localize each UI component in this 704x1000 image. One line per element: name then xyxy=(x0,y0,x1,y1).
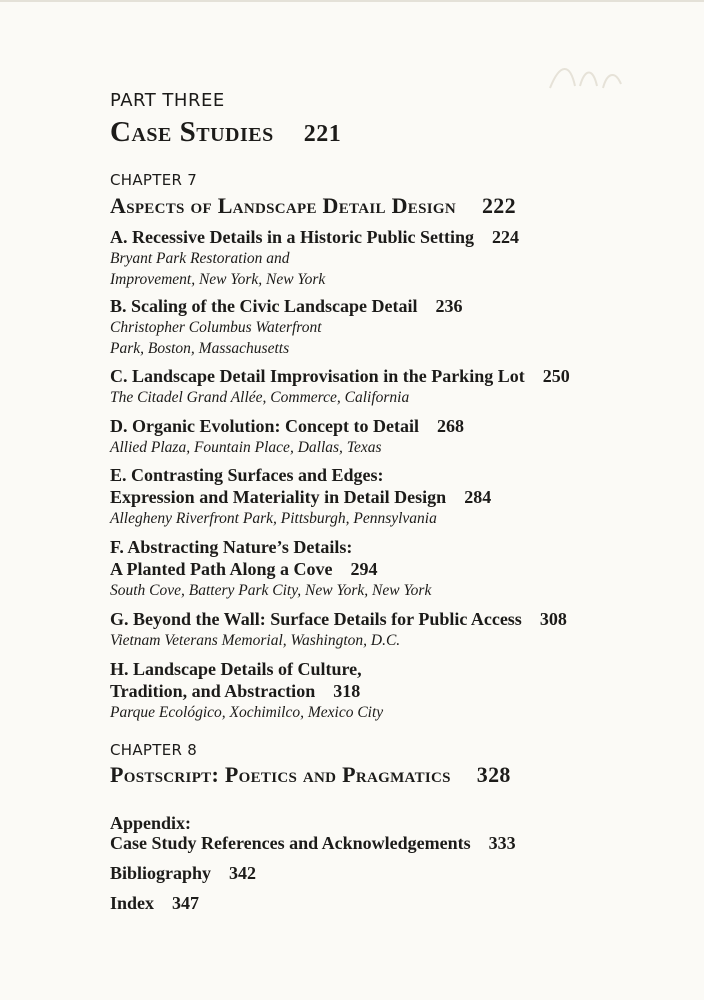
entry-page-number: 268 xyxy=(436,416,464,436)
entry-title xyxy=(110,680,670,702)
chapter7-label: CHAPTER 7 xyxy=(110,171,198,189)
toc-entry-e xyxy=(110,464,670,529)
entry-subtitle: The Citadel Grand Allée, Commerce, California xyxy=(110,389,410,406)
entry-page-number: 308 xyxy=(539,609,567,629)
entry-title-line: D. Organic Evolution: Concept to Detail xyxy=(110,416,419,436)
index-entry xyxy=(110,892,199,914)
toc-entry-d xyxy=(110,415,670,458)
bibliography-entry xyxy=(110,862,256,884)
entry-page-number: 284 xyxy=(464,487,492,507)
entry-title xyxy=(110,486,670,508)
entry-subtitle: Parque Ecológico, Xochimilco, Mexico City xyxy=(110,704,384,721)
page-edge xyxy=(0,0,704,2)
entry-subtitle: Christopher Columbus Waterfront xyxy=(110,319,322,336)
toc-entry-c xyxy=(110,365,670,408)
show-through-mark xyxy=(545,58,625,98)
entry-page-number: 294 xyxy=(350,559,378,579)
entry-subtitle: Park, Boston, Massachusetts xyxy=(110,340,290,357)
entry-title-line: Tradition, and Abstraction xyxy=(110,681,316,701)
toc-entry-g xyxy=(110,608,670,651)
entry-title-line: Expression and Materiality in Detail Design xyxy=(110,487,447,507)
chapter7-title-text: Aspects of Landscape Detail Design xyxy=(110,193,456,218)
entry-title-line: C. Landscape Detail Improvisation in the Parking Lot xyxy=(110,366,525,386)
toc-entry-h xyxy=(110,658,670,723)
entry-title xyxy=(110,415,670,437)
entry-page-number: 224 xyxy=(491,227,519,247)
chapter8-page-number: 328 xyxy=(476,762,511,787)
toc-entry-b xyxy=(110,295,670,359)
entry-title xyxy=(110,295,670,317)
chapter8-title-text: Postscript: Poetics and Pragmatics xyxy=(110,762,451,787)
entry-title xyxy=(110,226,670,248)
entry-subtitle: Allied Plaza, Fountain Place, Dallas, Texas xyxy=(110,439,382,456)
chapter8-label: CHAPTER 8 xyxy=(110,741,198,759)
entry-subtitle: Improvement, New York, New York xyxy=(110,271,326,288)
bibliography-label: Bibliography xyxy=(110,863,212,883)
part-page-number: 221 xyxy=(303,121,342,147)
entry-title-line: F. Abstracting Nature’s Details: xyxy=(110,537,353,557)
appendix-title-text: Case Study References and Acknowledgements xyxy=(110,833,471,853)
entry-page-number: 250 xyxy=(542,366,570,386)
entry-title-line: E. Contrasting Surfaces and Edges: xyxy=(110,465,384,485)
entry-page-number: 318 xyxy=(333,681,361,701)
entry-subtitle: South Cove, Battery Park City, New York, New York xyxy=(110,582,432,599)
entry-title-line: H. Landscape Details of Culture, xyxy=(110,659,362,679)
entry-subtitle: Bryant Park Restoration and xyxy=(110,250,290,267)
part-title-text: Case Studies xyxy=(110,116,274,148)
entry-subtitle: Vietnam Veterans Memorial, Washington, D.C. xyxy=(110,632,401,649)
toc-entry-a xyxy=(110,226,670,290)
appendix-title xyxy=(110,832,516,854)
entry-title xyxy=(110,365,670,387)
chapter8-title xyxy=(110,762,511,788)
entry-title xyxy=(110,608,670,630)
entry-title-line: A. Recessive Details in a Historic Public Setting xyxy=(110,227,474,247)
toc-entry-f xyxy=(110,536,670,601)
index-label: Index xyxy=(110,893,155,913)
chapter7-title xyxy=(110,193,516,219)
appendix-page-number: 333 xyxy=(488,833,516,853)
entry-title-line: B. Scaling of the Civic Landscape Detail xyxy=(110,296,418,316)
part-label: PART THREE xyxy=(110,90,225,111)
bibliography-page-number: 342 xyxy=(229,863,257,883)
chapter7-page-number: 222 xyxy=(481,193,516,218)
index-page-number: 347 xyxy=(172,893,200,913)
entry-title-line: G. Beyond the Wall: Surface Details for Public Access xyxy=(110,609,522,629)
entry-title xyxy=(110,558,670,580)
part-title xyxy=(110,116,341,149)
appendix-label: Appendix: xyxy=(110,813,192,833)
entry-page-number: 236 xyxy=(435,296,463,316)
entry-title-line: A Planted Path Along a Cove xyxy=(110,559,333,579)
entry-subtitle: Allegheny Riverfront Park, Pittsburgh, Pennsylvania xyxy=(110,510,437,527)
